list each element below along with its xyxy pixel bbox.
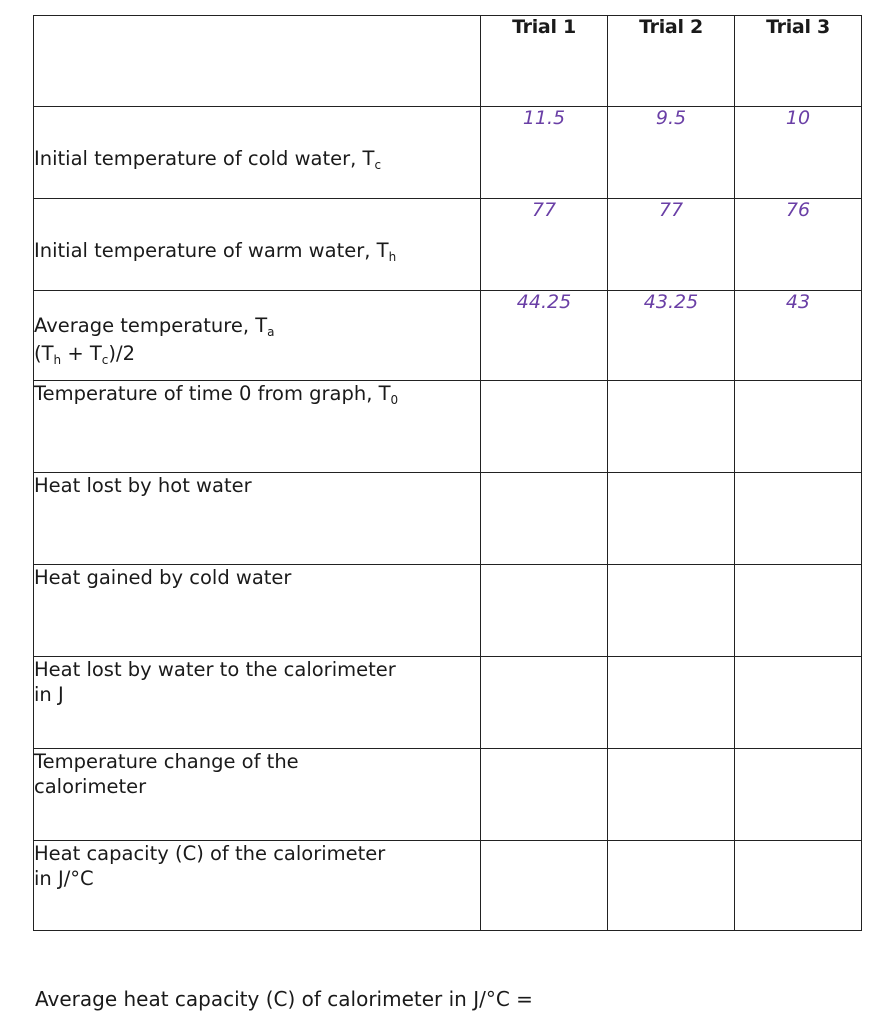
formula-close: )/2 xyxy=(108,342,135,365)
calorimeter-data-table xyxy=(33,15,862,931)
value-cell[interactable]: 77 xyxy=(481,199,608,291)
row-label-text: Initial temperature of warm water, T xyxy=(34,239,389,262)
formula-subscript-c: c xyxy=(101,353,109,367)
formula-subscript-h: h xyxy=(53,353,62,367)
value-cell[interactable] xyxy=(481,565,608,657)
table-row-time-zero-temperature xyxy=(34,381,862,473)
row-label-line-1 xyxy=(34,313,480,341)
value-cell[interactable] xyxy=(735,565,862,657)
row-label-time-zero-temperature xyxy=(34,381,481,473)
value-cell[interactable] xyxy=(608,657,735,749)
row-label-line-2: calorimeter xyxy=(34,775,147,798)
row-label-warm-water xyxy=(34,199,481,291)
header-blank-cell xyxy=(34,16,481,107)
row-label-line-2: in J xyxy=(34,683,64,706)
value-cell[interactable]: 9.5 xyxy=(608,107,735,199)
row-label-heat-capacity xyxy=(34,841,481,931)
table-row-heat-lost-hot-water xyxy=(34,473,862,565)
value-cell[interactable]: 44.25 xyxy=(481,291,608,381)
value-cell[interactable] xyxy=(608,565,735,657)
value-cell[interactable] xyxy=(735,657,862,749)
table-row-cold-water xyxy=(34,107,862,199)
value-cell[interactable] xyxy=(608,381,735,473)
value-cell[interactable] xyxy=(481,841,608,931)
table-row-average-temperature xyxy=(34,291,862,381)
value-cell[interactable] xyxy=(481,749,608,841)
table-row-calorimeter-temp-change xyxy=(34,749,862,841)
row-label-text: Average temperature, T xyxy=(34,314,268,337)
value-cell[interactable]: 77 xyxy=(608,199,735,291)
value-cell[interactable] xyxy=(481,473,608,565)
value-cell[interactable] xyxy=(608,749,735,841)
header-row xyxy=(34,16,862,107)
row-label-calorimeter-temp-change xyxy=(34,749,481,841)
row-label-heat-lost-hot-water: Heat lost by hot water xyxy=(34,473,481,565)
formula-open: (T xyxy=(34,342,54,365)
row-label-subscript: h xyxy=(388,250,397,264)
value-cell[interactable] xyxy=(735,473,862,565)
row-label-heat-lost-to-calorimeter xyxy=(34,657,481,749)
row-label-subscript: 0 xyxy=(390,393,399,407)
value-cell[interactable] xyxy=(608,841,735,931)
row-label-line-1: Heat lost by water to the calorimeter xyxy=(34,658,396,681)
row-label-subscript: c xyxy=(374,158,382,172)
value-cell[interactable]: 43 xyxy=(735,291,862,381)
value-cell[interactable]: 43.25 xyxy=(608,291,735,381)
value-cell[interactable] xyxy=(481,657,608,749)
row-label-text: Initial temperature of cold water, T xyxy=(34,147,375,170)
average-heat-capacity-prompt: Average heat capacity (C) of calorimeter in J/°C = xyxy=(35,987,533,1011)
value-cell[interactable] xyxy=(608,473,735,565)
value-cell[interactable] xyxy=(735,381,862,473)
row-label-subscript: a xyxy=(267,325,275,339)
row-label-line-1: Heat capacity (C) of the calorimeter xyxy=(34,842,386,865)
value-cell[interactable]: 11.5 xyxy=(481,107,608,199)
row-label-heat-gained-cold-water: Heat gained by cold water xyxy=(34,565,481,657)
table-row-heat-lost-to-calorimeter xyxy=(34,657,862,749)
value-cell[interactable]: 10 xyxy=(735,107,862,199)
value-cell[interactable] xyxy=(735,841,862,931)
header-trial-3: Trial 3 xyxy=(735,16,862,107)
header-trial-1: Trial 1 xyxy=(481,16,608,107)
value-cell[interactable] xyxy=(481,381,608,473)
value-cell[interactable] xyxy=(735,749,862,841)
row-label-line-1: Temperature change of the xyxy=(34,750,299,773)
row-label-line-2: in J/°C xyxy=(34,867,94,890)
value-cell[interactable]: 76 xyxy=(735,199,862,291)
header-trial-2: Trial 2 xyxy=(608,16,735,107)
table-row-heat-gained-cold-water xyxy=(34,565,862,657)
row-label-formula xyxy=(34,341,480,369)
row-label-text: Temperature of time 0 from graph, T xyxy=(34,382,391,405)
row-label-cold-water xyxy=(34,107,481,199)
row-label-average-temperature xyxy=(34,291,481,381)
table-row-heat-capacity xyxy=(34,841,862,931)
formula-mid: + T xyxy=(61,342,102,365)
table-row-warm-water xyxy=(34,199,862,291)
